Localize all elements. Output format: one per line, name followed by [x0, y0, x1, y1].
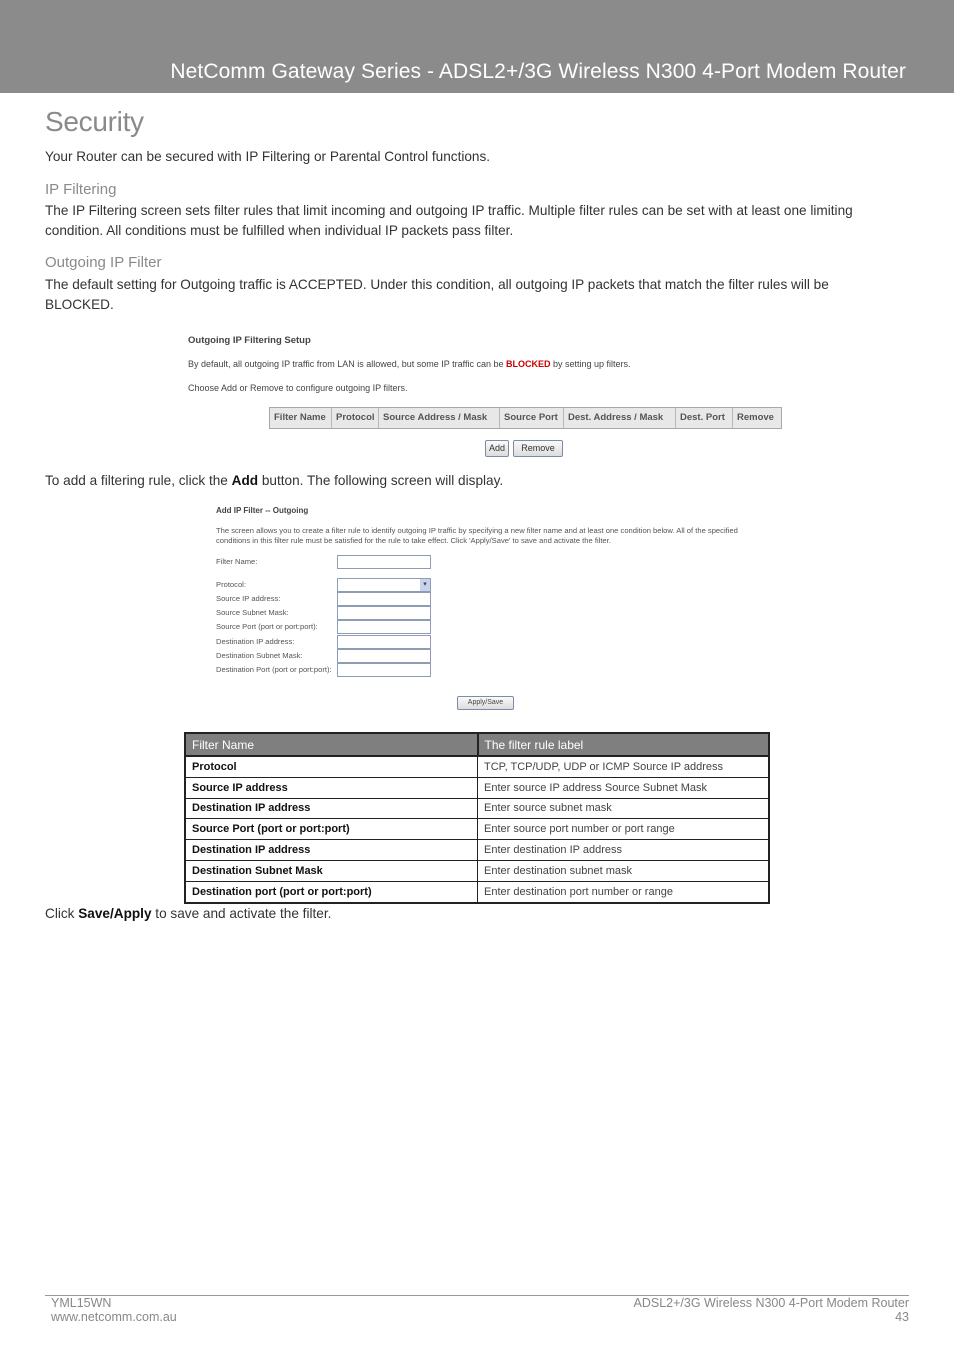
filter-fields-table [184, 732, 770, 904]
apply-save-button[interactable]: Apply/Save [457, 696, 514, 710]
table-cell: Enter source port number or port range [478, 819, 770, 840]
table-cell: Protocol [185, 756, 478, 777]
header-title: NetComm Gateway Series - ADSL2+/3G Wireless N300 4-Port Modem Router [170, 60, 906, 83]
remove-button[interactable]: Remove [513, 440, 563, 457]
filter-table-header [269, 407, 782, 429]
table-cell: Source Port (port or port:port) [185, 819, 478, 840]
chevron-down-icon: ▾ [420, 579, 430, 591]
add-filter-description: The screen allows you to create a filter rule to identify outgoing IP traffic by specifying a new filter name and at least one condition below. All of the specified conditions in this filter rule must be satisfied for the rule to take effect. Click 'Apply/Save' to save and activate the filter. [216, 526, 738, 545]
col-protocol: Protocol [332, 408, 379, 428]
table-cell: Destination IP address [185, 798, 478, 819]
footer-right [634, 1296, 909, 1324]
filter-name-label: Filter Name: [216, 557, 258, 566]
setup-choose-line: Choose Add or Remove to configure outgoing IP filters. [188, 383, 408, 393]
table-cell: Enter source subnet mask [478, 798, 770, 819]
table-row [185, 840, 769, 861]
table-cell: Source IP address [185, 777, 478, 798]
footer-left [51, 1296, 177, 1324]
col-dest-address: Dest. Address / Mask [564, 408, 676, 428]
footer-website: www.netcomm.com.au [51, 1310, 177, 1324]
footer-model: YML15WN [51, 1296, 112, 1310]
col-source-port: Source Port [500, 408, 564, 428]
table-header-cell: Filter Name [185, 733, 478, 756]
dest-ip-input[interactable] [337, 635, 431, 649]
footer-product: ADSL2+/3G Wireless N300 4-Port Modem Router [633, 1296, 909, 1310]
col-source-address: Source Address / Mask [379, 408, 500, 428]
ip-filtering-text: The IP Filtering screen sets filter rules that limit incoming and outgoing IP traffic. Multiple filter rules can be set with at least one limiting condition. All conditions must be fulfilled when individual IP packets pass filter. [45, 203, 853, 238]
source-ip-label: Source IP address: [216, 594, 281, 603]
dest-port-label: Destination Port (port or port:port): [216, 665, 332, 674]
table-cell: Destination port (port or port:port) [185, 881, 478, 902]
dest-ip-label: Destination IP address: [216, 637, 295, 646]
add-keyword: Add [231, 473, 259, 488]
ip-filtering-heading: IP Filtering [45, 181, 117, 198]
add-filter-title: Add IP Filter -- Outgoing [216, 506, 309, 515]
source-mask-input[interactable] [337, 606, 431, 620]
footer-page-number: 43 [895, 1310, 909, 1324]
table-row [185, 819, 769, 840]
outgoing-text: The default setting for Outgoing traffic is ACCEPTED. Under this condition, all outgoing IP packets that match the filter rules will be BLOCKED. [45, 277, 829, 312]
page-title: Security [45, 106, 144, 137]
table-cell: Enter destination subnet mask [478, 860, 770, 881]
save-instruction: Click Save/Apply to save and activate the filter. [45, 906, 332, 921]
setup-default-line: By default, all outgoing IP traffic from LAN is allowed, but some IP traffic can be BLOCKED by setting up filters. [188, 359, 631, 369]
table-row [185, 860, 769, 881]
blocked-word: BLOCKED [506, 359, 551, 369]
table-row [185, 756, 769, 777]
table-cell: Enter destination IP address [478, 840, 770, 861]
table-cell: Destination IP address [185, 840, 478, 861]
protocol-label: Protocol: [216, 580, 246, 589]
source-mask-label: Source Subnet Mask: [216, 608, 289, 617]
save-apply-keyword: Save/Apply [78, 906, 152, 921]
table-cell: Enter source IP address Source Subnet Mask [478, 777, 770, 798]
dest-mask-input[interactable] [337, 649, 431, 663]
setup-title: Outgoing IP Filtering Setup [188, 335, 311, 346]
table-header-row [185, 733, 769, 756]
col-dest-port: Dest. Port [676, 408, 733, 428]
table-header-cell: The filter rule label [478, 733, 770, 756]
col-remove: Remove [737, 412, 774, 423]
table-cell: TCP, TCP/UDP, UDP or ICMP Source IP address [478, 756, 770, 777]
source-port-label: Source Port (port or port:port): [216, 622, 318, 631]
dest-port-input[interactable] [337, 663, 431, 677]
source-port-input[interactable] [337, 620, 431, 634]
dest-mask-label: Destination Subnet Mask: [216, 651, 303, 660]
add-button[interactable]: Add [485, 440, 509, 457]
source-ip-input[interactable] [337, 592, 431, 606]
intro-text: Your Router can be secured with IP Filtering or Parental Control functions. [45, 149, 491, 164]
table-row [185, 798, 769, 819]
filter-name-input[interactable] [337, 555, 431, 569]
col-filter-name: Filter Name [270, 408, 332, 428]
table-cell: Destination Subnet Mask [185, 860, 478, 881]
header-band [0, 0, 954, 93]
outgoing-heading: Outgoing IP Filter [45, 254, 162, 271]
protocol-select[interactable] [337, 578, 431, 592]
add-instruction: To add a filtering rule, click the Add button. The following screen will display. [45, 473, 504, 488]
table-row [185, 881, 769, 902]
table-cell: Enter destination port number or range [478, 881, 770, 902]
table-row [185, 777, 769, 798]
